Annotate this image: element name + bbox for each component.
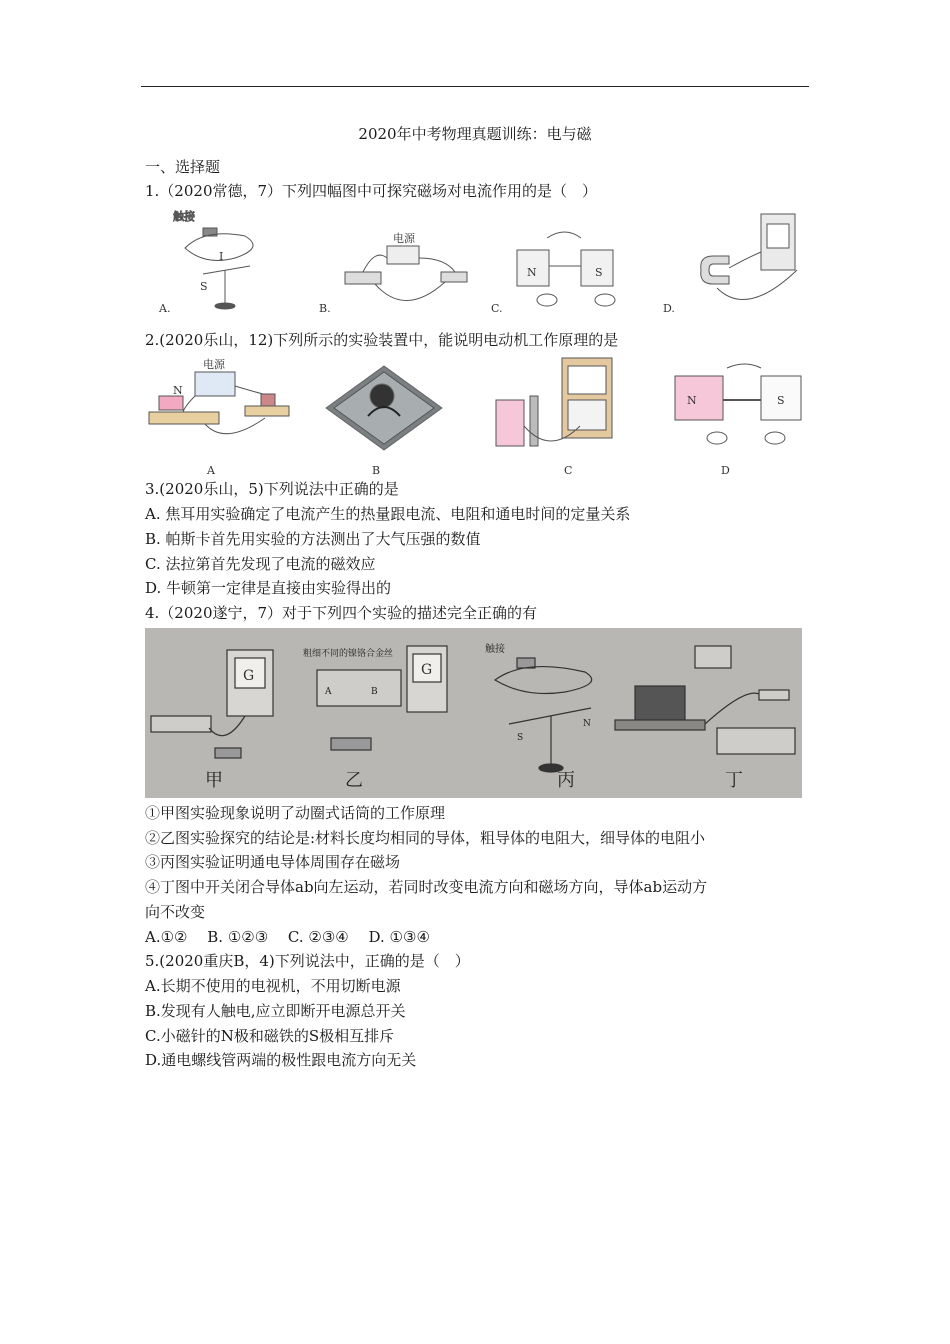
svg-text:S: S bbox=[595, 266, 603, 279]
document-title: 2020年中考物理真题训练：电与磁 bbox=[358, 125, 592, 143]
q1-figure-b bbox=[319, 231, 467, 315]
svg-text:I: I bbox=[219, 250, 224, 263]
q4-statement-4: ④丁图中开关闭合导体ab向左运动，若同时改变电流方向和磁场方向，导体ab运动方 bbox=[145, 878, 708, 896]
q5-option-b: B.发现有人触电,应立即断开电源总开关 bbox=[145, 1002, 406, 1020]
q5-stem: 5.(2020重庆B，4)下列说法中，正确的是（ ） bbox=[145, 952, 470, 970]
q2-figure-b bbox=[326, 366, 442, 477]
q1-stem: 1.（2020常德，7）下列四幅图中可探究磁场对电流作用的是（ ） bbox=[145, 182, 598, 200]
photo-label-yi: 乙 bbox=[345, 770, 363, 791]
q1-figure-c bbox=[491, 232, 615, 315]
q1-figure-d bbox=[663, 214, 797, 315]
q3-stem: 3.(2020乐山，5)下列说法中正确的是 bbox=[145, 480, 399, 498]
q3-option-b: B. 帕斯卡首先用实验的方法测出了大气压强的数值 bbox=[145, 530, 481, 548]
q4-statement-4-cont: 向不改变 bbox=[145, 903, 206, 921]
q1-label-b: B. bbox=[319, 302, 331, 315]
q2-label-a: A bbox=[207, 464, 215, 477]
q1-a-touch: 触接 bbox=[173, 210, 195, 223]
photo-label-jia: 甲 bbox=[205, 770, 223, 791]
svg-text:电源: 电源 bbox=[393, 232, 415, 245]
q2-label-b: B bbox=[372, 464, 381, 477]
section-heading: 一、选择题 bbox=[145, 158, 221, 176]
q5-option-d: D.通电螺线管两端的极性跟电流方向无关 bbox=[145, 1051, 417, 1069]
svg-text:电源: 电源 bbox=[203, 358, 225, 371]
q1-label-c: C. bbox=[491, 302, 503, 315]
svg-text:N: N bbox=[583, 719, 591, 729]
q5-option-c: C.小磁针的N极和磁铁的S极相互排斥 bbox=[145, 1027, 395, 1045]
svg-text:触接: 触接 bbox=[485, 644, 505, 655]
svg-text:A: A bbox=[325, 687, 332, 697]
svg-text:N: N bbox=[527, 266, 537, 279]
q5-option-a: A.长期不使用的电视机，不用切断电源 bbox=[145, 977, 401, 995]
q1-label-d: D. bbox=[663, 302, 675, 315]
q1-figure-a bbox=[158, 209, 253, 315]
q1-figures bbox=[145, 208, 810, 320]
q4-statement-3: ③丙图实验证明通电导体周围存在磁场 bbox=[145, 853, 401, 871]
q4-stem: 4.（2020遂宁，7）对于下列四个实验的描述完全正确的有 bbox=[145, 604, 538, 622]
photo-label-bing: 丙 bbox=[557, 770, 575, 791]
q2-figure-a bbox=[149, 357, 289, 477]
q4-statement-2: ②乙图实验探究的结论是:材料长度均相同的导体，粗导体的电阻大，细导体的电阻小 bbox=[145, 829, 706, 847]
q4-experiment-photo bbox=[145, 628, 802, 798]
q2-figure-c bbox=[496, 358, 612, 477]
q3-option-c: C. 法拉第首先发现了电流的磁效应 bbox=[145, 555, 376, 573]
photo-label-ding: 丁 bbox=[725, 770, 743, 791]
q2-figures bbox=[145, 356, 810, 480]
q4-choices: A.①② B. ①②③ C. ②③④ D. ①③④ bbox=[145, 928, 430, 946]
svg-text:S: S bbox=[777, 394, 785, 407]
q3-option-a: A. 焦耳用实验确定了电流产生的热量跟电流、电阻和通电时间的定量关系 bbox=[145, 505, 631, 523]
svg-text:S: S bbox=[517, 733, 524, 743]
q3-option-d: D. 牛顿第一定律是直接由实验得出的 bbox=[145, 579, 392, 597]
q2-label-c: C bbox=[564, 464, 573, 477]
svg-text:N: N bbox=[687, 394, 697, 407]
svg-text:G: G bbox=[243, 668, 255, 684]
svg-text:B: B bbox=[371, 687, 378, 697]
header-rule bbox=[141, 86, 809, 87]
svg-text:S: S bbox=[200, 280, 208, 293]
svg-text:N: N bbox=[173, 384, 183, 397]
svg-text:G: G bbox=[421, 662, 433, 678]
q2-label-d: D bbox=[721, 464, 730, 477]
q2-figure-d bbox=[675, 364, 801, 477]
q1-label-a: A. bbox=[159, 302, 171, 315]
q4-statement-1: ①甲图实验现象说明了动圈式话筒的工作原理 bbox=[145, 804, 446, 822]
q2-stem: 2.(2020乐山，12)下列所示的实验装置中，能说明电动机工作原理的是 bbox=[145, 331, 619, 349]
svg-text:粗细不同的镍铬合金丝: 粗细不同的镍铬合金丝 bbox=[303, 649, 394, 659]
